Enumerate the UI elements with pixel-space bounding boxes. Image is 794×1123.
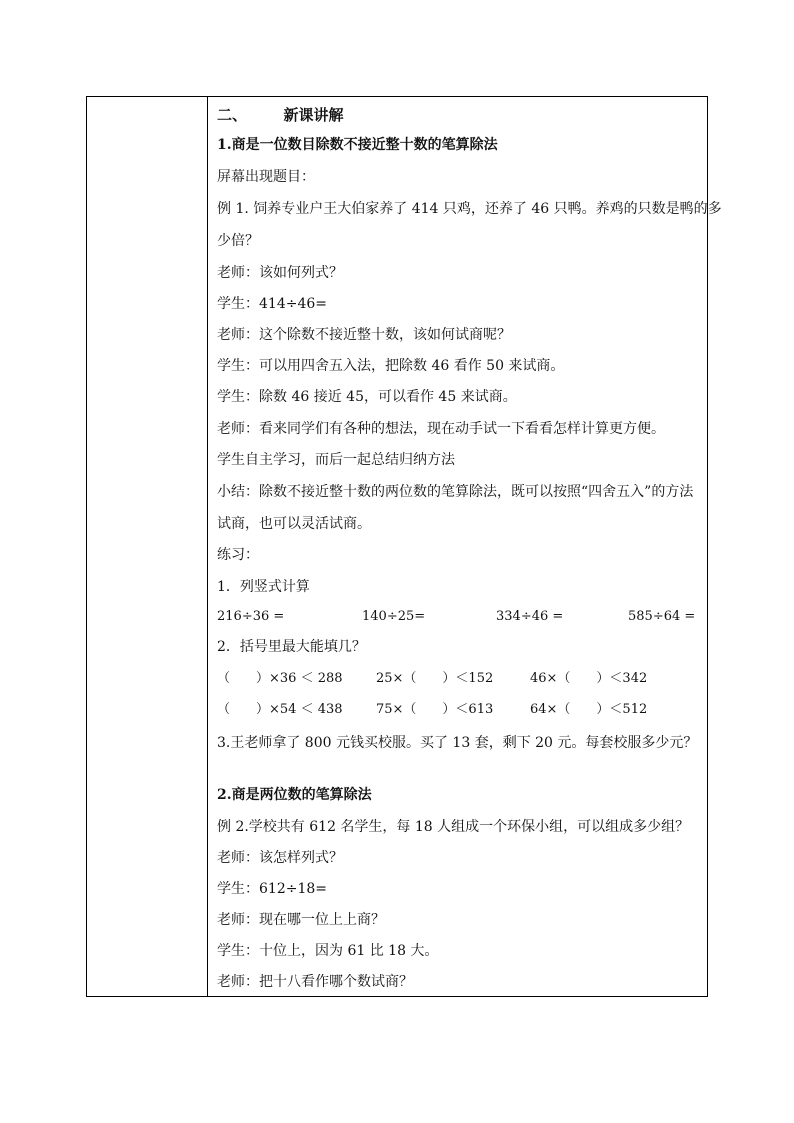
summary-line2: 试商，也可以灵活试商。 — [217, 516, 371, 532]
question1-label: 1．列竖式计算 — [217, 579, 310, 595]
dialog-line: 学生：612÷18= — [217, 881, 327, 897]
example1-line1: 例 1. 饲养专业户王大伯家养了 414 只鸡，还养了 46 只鸭。养鸡的只数是鸭的多 — [217, 201, 722, 217]
question2-label: 2．括号里最大能填几？ — [217, 639, 366, 655]
calc-item: 140÷25= — [362, 609, 426, 624]
left-column-cell — [87, 97, 208, 996]
lesson-table — [86, 96, 722, 997]
part1-intro: 屏幕出现题目： — [217, 169, 315, 185]
dialog-line: 老师：这个除数不接近整十数，该如何试商呢？ — [217, 327, 511, 343]
section-title: 新课讲解 — [283, 106, 344, 124]
dialog-line: 学生：可以用四舍五入法，把除数 46 看作 50 来试商。 — [217, 358, 565, 374]
example2-line: 例 2.学校共有 612 名学生，每 18 人组成一个环保小组，可以组成多少组？ — [217, 819, 690, 835]
content-cell — [208, 97, 722, 996]
fill-item: 75×（ ）＜613 — [376, 702, 494, 717]
dialog-line: 学生：除数 46 接近 45，可以看作 45 来试商。 — [217, 389, 517, 405]
fill-item: （ ）×54 ＜ 438 — [217, 702, 343, 717]
dialog-line: 学生：414÷46= — [217, 296, 327, 312]
question3: 3.王老师拿了 800 元钱买校服。买了 13 套，剩下 20 元。每套校服多少元？ — [217, 735, 698, 751]
practice-label: 练习： — [217, 547, 259, 563]
dialog-line: 老师：把十八看作哪个数试商？ — [217, 974, 413, 990]
section-number: 二、 — [217, 106, 248, 124]
calc-item: 334÷46 = — [496, 609, 564, 624]
section-heading — [217, 105, 344, 125]
part2-heading: 2.商是两位数的笔算除法 — [217, 787, 372, 803]
calc-item: 585÷64 = — [628, 609, 696, 624]
fill-item: 64×（ ）＜512 — [530, 702, 648, 717]
dialog-line: 老师：现在哪一位上上商？ — [217, 912, 385, 928]
dialog-line: 老师：该怎样列式？ — [217, 850, 343, 866]
example1-line2: 少倍？ — [217, 233, 259, 249]
calc-item: 216÷36 = — [217, 609, 285, 624]
part1-heading: 1.商是一位数目除数不接近整十数的笔算除法 — [217, 137, 498, 153]
dialog-line: 学生：十位上，因为 61 比 18 大。 — [217, 943, 439, 959]
fill-item: 25×（ ）＜152 — [376, 671, 494, 686]
fill-item: 46×（ ）＜342 — [530, 671, 648, 686]
dialog-line: 老师：该如何列式？ — [217, 265, 343, 281]
summary-line1: 小结：除数不接近整十数的两位数的笔算除法，既可以按照“四舍五入”的方法 — [217, 484, 694, 500]
fill-item: （ ）×36 ＜ 288 — [217, 671, 343, 686]
dialog-line: 老师：看来同学们有各种的想法，现在动手试一下看看怎样计算更方便。 — [217, 421, 665, 437]
dialog-line: 学生自主学习，而后一起总结归纳方法 — [217, 452, 455, 468]
